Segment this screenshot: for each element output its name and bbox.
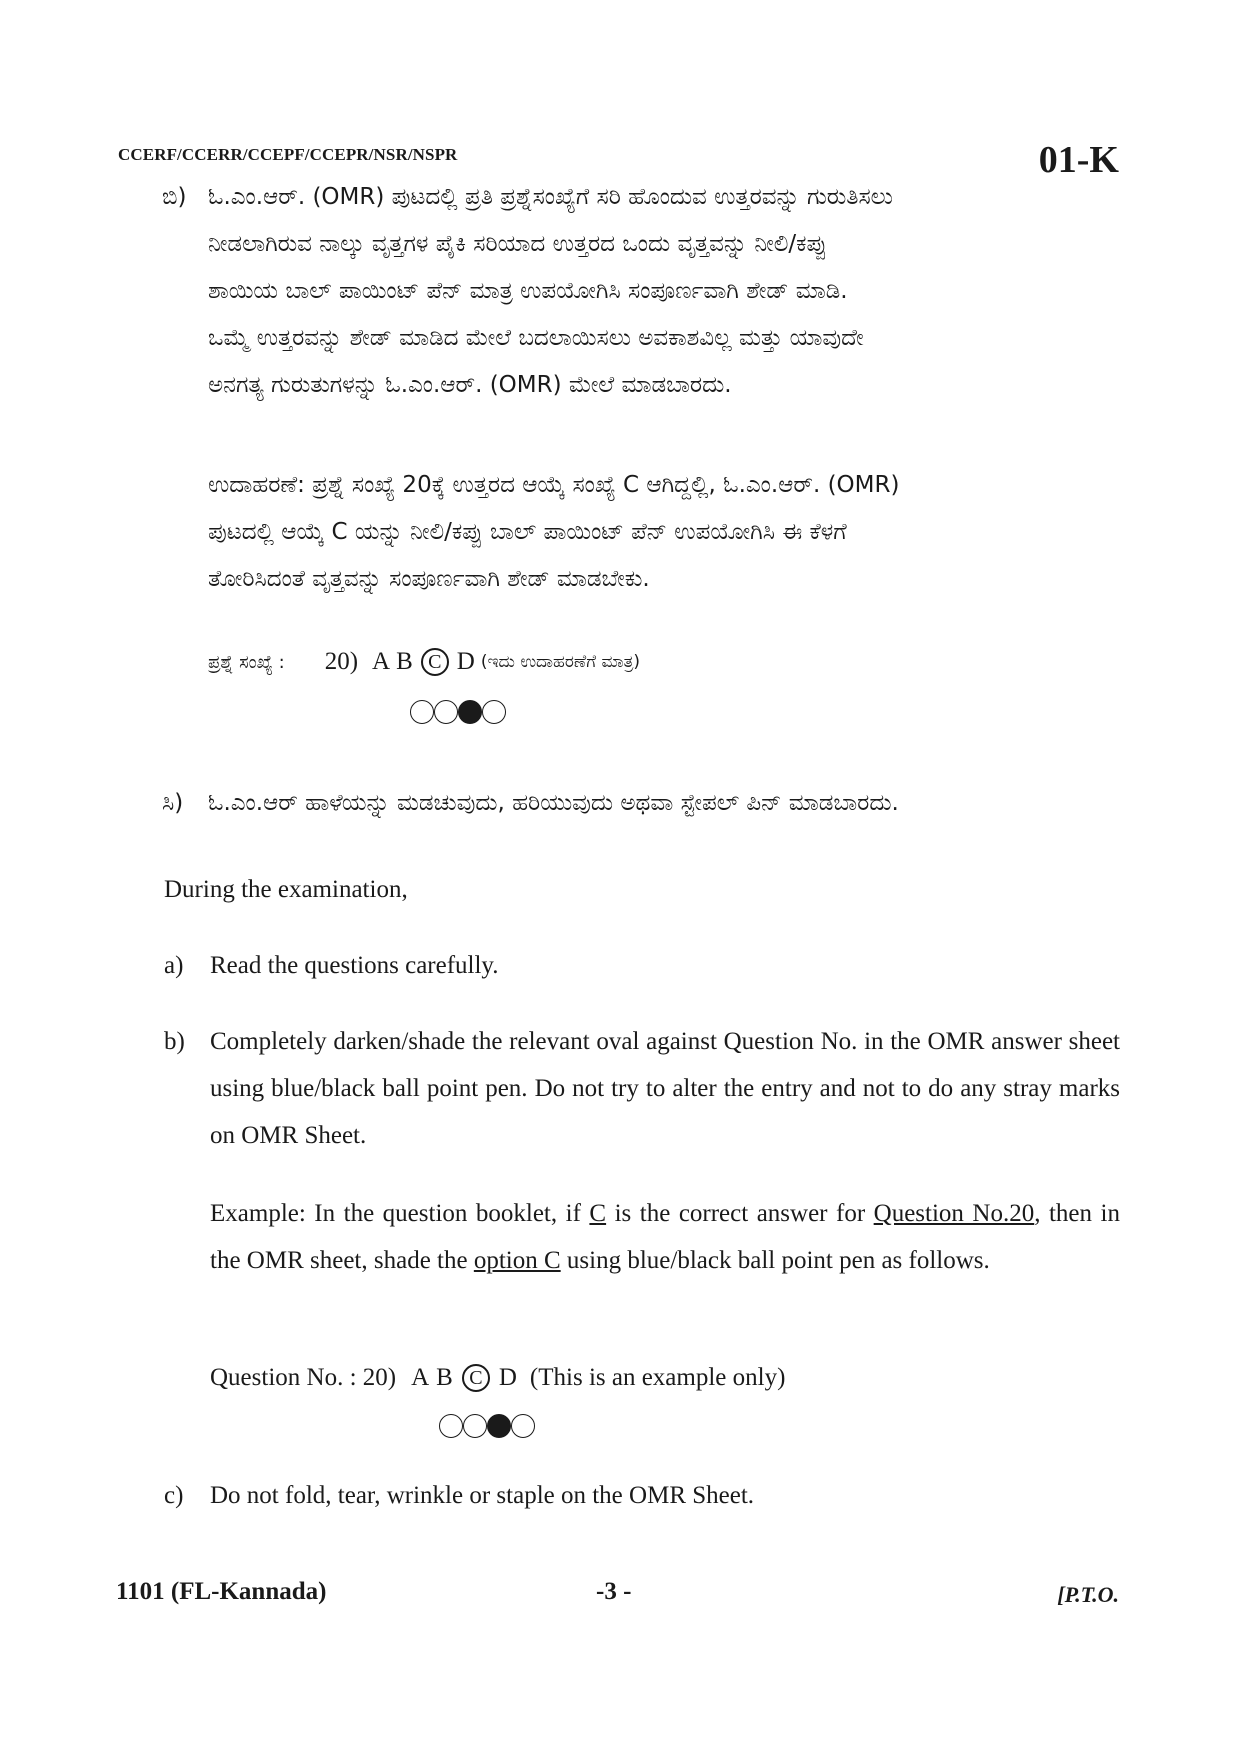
answer-bubble-b bbox=[463, 1414, 487, 1438]
english-item-b bbox=[164, 1018, 1120, 1159]
answer-bubble-c-filled bbox=[458, 700, 482, 724]
answer-bubble-a bbox=[439, 1414, 463, 1438]
english-a-text: Read the questions carefully. bbox=[210, 952, 499, 979]
english-intro: During the examination, bbox=[164, 876, 408, 903]
english-question-note: (This is an example only) bbox=[529, 1364, 786, 1391]
english-c-text: Do not fold, tear, wrinkle or staple on the OMR Sheet. bbox=[210, 1482, 755, 1509]
header-badge: 01-K bbox=[1038, 139, 1119, 181]
answer-bubble-c-filled bbox=[487, 1414, 511, 1438]
example-text: using blue/black ball point pen as follows. bbox=[560, 1247, 990, 1274]
kannada-item-b bbox=[162, 174, 1120, 409]
footer-page-number: -3 - bbox=[596, 1578, 632, 1605]
kannada-question-number: 20) bbox=[324, 648, 359, 675]
example-question-number: Question No.20 bbox=[873, 1200, 1035, 1227]
english-question-label: Question No. : 20) bbox=[210, 1364, 397, 1391]
english-b-text: Completely darken/shade the relevant oval against Question No. in the OMR answer sheet using blue/black ball point pen. Do not try to alter the entry and not to do any stray marks on OMR Sheet. bbox=[210, 1028, 1120, 1149]
kannada-answer-bubbles bbox=[410, 700, 506, 724]
kannada-example-line: ಪುಟದಲ್ಲಿ ಆಯ್ಕೆ C ಯನ್ನು ನೀಲಿ/ಕಪ್ಪು ಬಾಲ್ ಪಾಯಿಂಟ್ ಪೆನ್ ಉಪಯೋಗಿಸಿ ಈ ಕೆಳಗೆ bbox=[208, 519, 847, 545]
option-b: B bbox=[396, 648, 413, 675]
option-d: D bbox=[498, 1364, 517, 1391]
example-option-c: C bbox=[589, 1200, 607, 1227]
footer-pto: [P.T.O. bbox=[1057, 1582, 1119, 1607]
kannada-b-marker: ಬಿ) bbox=[162, 184, 187, 210]
english-answer-bubbles bbox=[439, 1414, 535, 1438]
kannada-question-label: ಪ್ರಶ್ನೆ ಸಂಖ್ಯೆ : bbox=[208, 651, 285, 673]
kannada-example bbox=[208, 462, 1120, 603]
kannada-example-line: ತೋರಿಸಿದಂತೆ ವೃತ್ತವನ್ನು ಸಂಪೂರ್ಣವಾಗಿ ಶೇಡ್ ಮಾಡಬೇಕು. bbox=[208, 566, 650, 592]
english-b-marker: b) bbox=[164, 1028, 185, 1055]
kannada-question-note: (ಇದು ಉದಾಹರಣೆಗೆ ಮಾತ್ರ) bbox=[480, 652, 640, 672]
kannada-b-line: ಒಮ್ಮೆ ಉತ್ತರವನ್ನು ಶೇಡ್ ಮಾಡಿದ ಮೇಲೆ ಬದಲಾಯಿಸಲು ಅವಕಾಶವಿಲ್ಲ ಮತ್ತು ಯಾವುದೇ bbox=[208, 325, 864, 351]
option-c-circled: C bbox=[462, 1364, 490, 1392]
kannada-b-line: ನೀಡಲಾಗಿರುವ ನಾಲ್ಕು ವೃತ್ತಗಳ ಪೈಕಿ ಸರಿಯಾದ ಉತ್ತರದ ಒಂದು ವೃತ್ತವನ್ನು ನೀಲಿ/ಕಪ್ಪು bbox=[208, 231, 828, 257]
english-item-a bbox=[164, 942, 1120, 989]
option-d: D bbox=[456, 648, 475, 675]
english-item-c bbox=[164, 1472, 1120, 1519]
kannada-b-line: ಅನಗತ್ಯ ಗುರುತುಗಳನ್ನು ಓ.ಎಂ.ಆರ್. (OMR) ಮೇಲೆ ಮಾಡಬಾರದು. bbox=[208, 372, 732, 398]
english-question-sample bbox=[210, 1364, 785, 1392]
header-code: CCERF/CCERR/CCEPF/CCEPR/NSR/NSPR bbox=[118, 145, 458, 164]
answer-bubble-b bbox=[434, 700, 458, 724]
kannada-c-marker: ಸಿ) bbox=[162, 790, 184, 816]
kannada-b-line: ಓ.ಎಂ.ಆರ್. (OMR) ಪುಟದಲ್ಲಿ ಪ್ರತಿ ಪ್ರಶ್ನೆಸಂಖ್ಯೆಗೆ ಸರಿ ಹೊಂದುವ ಉತ್ತರವನ್ನು ಗುರುತಿಸಲು bbox=[208, 184, 893, 210]
kannada-c-text: ಓ.ಎಂ.ಆರ್ ಹಾಳೆಯನ್ನು ಮಡಚುವುದು, ಹರಿಯುವುದು ಅಥವಾ ಸ್ಟೇಪಲ್ ಪಿನ್ ಮಾಡಬಾರದು. bbox=[208, 790, 899, 816]
answer-bubble-a bbox=[410, 700, 434, 724]
footer-paper-code: 1101 (FL-Kannada) bbox=[116, 1578, 327, 1605]
kannada-example-line: ಉದಾಹರಣೆ: ಪ್ರಶ್ನೆ ಸಂಖ್ಯೆ 20ಕ್ಕೆ ಉತ್ತರದ ಆಯ್ಕೆ ಸಂಖ್ಯೆ C ಆಗಿದ್ದಲ್ಲಿ, ಓ.ಎಂ.ಆರ್. (OMR) bbox=[208, 472, 900, 498]
example-text: Example: In the question booklet, if bbox=[210, 1200, 590, 1227]
option-a: A bbox=[411, 1364, 430, 1391]
kannada-b-text bbox=[208, 174, 1120, 409]
english-example bbox=[210, 1190, 1120, 1284]
answer-bubble-d bbox=[511, 1414, 535, 1438]
option-c-circled: C bbox=[421, 648, 449, 676]
example-text: , then in the OMR sheet, shade the bbox=[210, 1200, 1120, 1274]
kannada-question-sample bbox=[208, 648, 640, 676]
english-a-marker: a) bbox=[164, 952, 184, 979]
option-b: B bbox=[436, 1364, 453, 1391]
example-text: is the correct answer for bbox=[606, 1200, 874, 1227]
option-a: A bbox=[372, 648, 391, 675]
answer-bubble-d bbox=[482, 700, 506, 724]
english-c-marker: c) bbox=[164, 1482, 184, 1509]
kannada-b-line: ಶಾಯಿಯ ಬಾಲ್ ಪಾಯಿಂಟ್ ಪೆನ್ ಮಾತ್ರ ಉಪಯೋಗಿಸಿ ಸಂಪೂರ್ಣವಾಗಿ ಶೇಡ್ ಮಾಡಿ. bbox=[208, 278, 848, 304]
kannada-item-c bbox=[162, 790, 1120, 816]
example-option-label: option C bbox=[473, 1247, 561, 1274]
